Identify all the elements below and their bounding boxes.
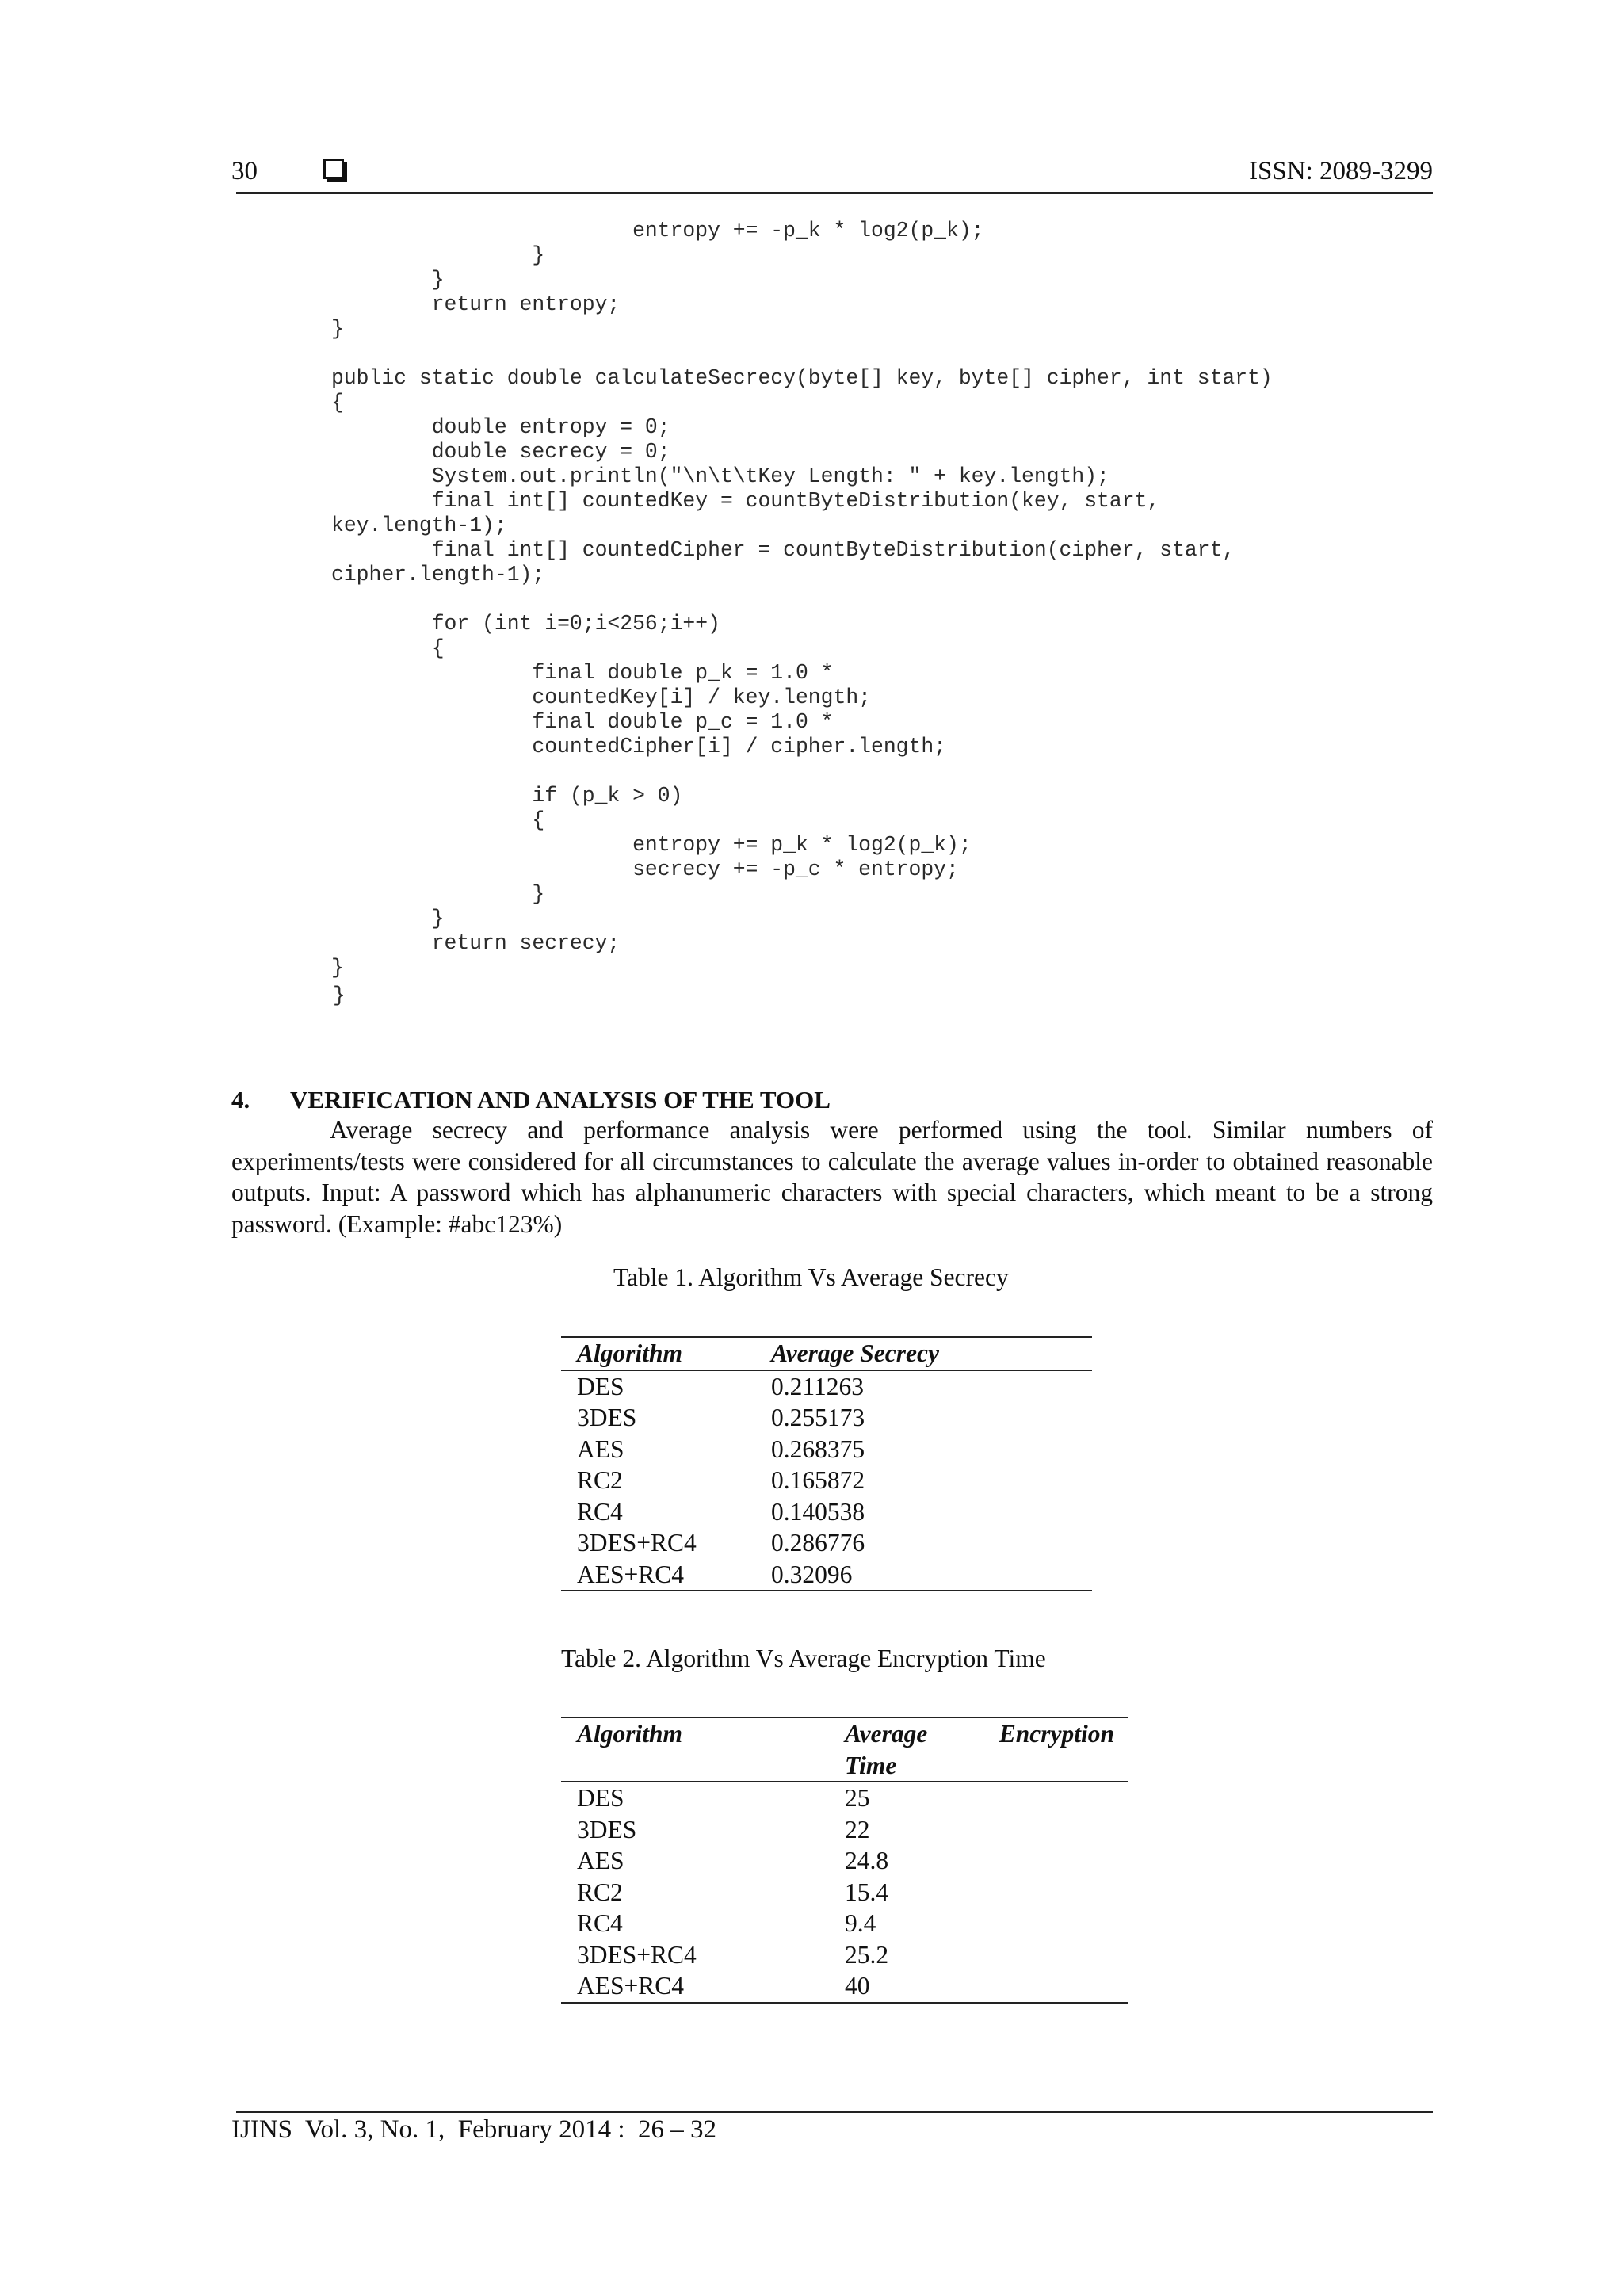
table-header-cell: Algorithm	[577, 1720, 683, 1748]
table-cell: 0.268375	[771, 1435, 865, 1463]
table-row	[561, 1877, 1128, 1908]
table-row	[561, 1782, 1128, 1814]
table-cell: DES	[577, 1784, 624, 1812]
table-header-cell	[829, 1717, 1128, 1782]
issn-label: ISSN: 2089-3299	[1249, 157, 1433, 185]
table-cell: 0.140538	[771, 1497, 865, 1526]
section-paragraph: Average secrecy and performance analysis were performed using the tool. Similar numbers of experiments/tests were considered for all circumstances to calculate the average values in-order to obtained reasonable outputs. Input: A password which has alphanumeric characters with special characters, which meant to be a strong password. (Example: #abc123%)	[231, 1116, 1433, 1238]
table-cell: 22	[845, 1815, 870, 1843]
box-bullet-icon	[323, 159, 344, 179]
code-closing-brace: }	[333, 984, 346, 1007]
header-word: Encryption	[999, 1720, 1114, 1748]
code-listing	[331, 219, 1273, 980]
table-cell: AES	[577, 1435, 624, 1463]
code-line: entropy += -p_k * log2(p_k);	[331, 219, 984, 243]
page-number: 30	[231, 157, 258, 185]
table-cell: 3DES	[577, 1815, 637, 1843]
table2-caption: Table 2. Algorithm Vs Average Encryption Time	[561, 1645, 1046, 1672]
code-line: double entropy = 0;	[331, 415, 670, 439]
table-row	[561, 1908, 1128, 1939]
code-line: {	[331, 808, 545, 832]
code-line: return secrecy;	[331, 931, 621, 955]
table-row	[561, 1434, 1092, 1465]
table1-caption: Table 1. Algorithm Vs Average Secrecy	[613, 1263, 1009, 1291]
table-cell: 9.4	[845, 1909, 876, 1937]
table-cell: 40	[845, 1972, 870, 2000]
code-line: }	[331, 268, 445, 292]
table-cell: RC2	[577, 1878, 623, 1906]
code-line: }	[331, 243, 545, 267]
table-cell: AES	[577, 1847, 624, 1874]
table-row	[561, 1465, 1092, 1496]
table-cell: RC4	[577, 1497, 623, 1526]
section-number: 4.	[231, 1086, 250, 1114]
header-word: Average	[845, 1720, 928, 1748]
table-cell: 3DES	[577, 1404, 637, 1431]
table2	[561, 1717, 1128, 2004]
code-line: return entropy;	[331, 292, 621, 316]
code-line: System.out.println("\n\t\tKey Length: " + key.length);	[331, 464, 1109, 488]
table-cell: 25	[845, 1784, 870, 1812]
table-header-cell: Algorithm	[577, 1339, 683, 1367]
table-row	[561, 1845, 1128, 1877]
table-cell: 3DES+RC4	[577, 1940, 697, 1969]
table-row	[561, 1527, 1092, 1559]
code-line: final int[] countedKey = countByteDistribution(key, start,	[331, 489, 1160, 513]
code-line: {	[331, 636, 445, 660]
table-cell: 24.8	[845, 1847, 889, 1874]
code-line: if (p_k > 0)	[331, 784, 683, 808]
table-cell: 15.4	[845, 1878, 889, 1906]
table-cell: 0.255173	[771, 1404, 865, 1431]
code-line: countedCipher[i] / cipher.length;	[331, 735, 947, 758]
table1	[561, 1336, 1092, 1591]
table-cell: AES+RC4	[577, 1560, 685, 1588]
code-line: entropy += p_k * log2(p_k);	[331, 833, 972, 857]
table-header-row	[561, 1337, 1092, 1370]
header-rule	[236, 192, 1433, 194]
code-line: final double p_k = 1.0 *	[331, 661, 834, 685]
code-line: countedKey[i] / key.length;	[331, 686, 871, 709]
table-row	[561, 1939, 1128, 1971]
table-cell: RC2	[577, 1466, 623, 1494]
table-row	[561, 1496, 1092, 1528]
table-header-row	[561, 1717, 1128, 1782]
table-cell: DES	[577, 1372, 624, 1400]
table-cell: 0.286776	[771, 1529, 865, 1557]
section-title: VERIFICATION AND ANALYSIS OF THE TOOL	[290, 1086, 831, 1114]
code-line: final int[] countedCipher = countByteDistribution(cipher, start,	[331, 538, 1235, 562]
table-row	[561, 1402, 1092, 1434]
code-line: public static double calculateSecrecy(byte[] key, byte[] cipher, int start)	[331, 366, 1273, 390]
table-header-cell: Average Secrecy	[771, 1339, 939, 1367]
code-line: secrecy += -p_c * entropy;	[331, 858, 959, 881]
footer-citation: IJINS Vol. 3, No. 1, February 2014 : 26 – 32	[231, 2115, 717, 2144]
table-row	[561, 1814, 1128, 1846]
table-cell: RC4	[577, 1909, 623, 1937]
table-cell: 0.211263	[771, 1372, 864, 1400]
code-line: final double p_c = 1.0 *	[331, 710, 834, 734]
footer-rule	[236, 2111, 1433, 2113]
code-line: for (int i=0;i<256;i++)	[331, 612, 720, 636]
table-cell: 3DES+RC4	[577, 1529, 697, 1557]
code-line: }	[331, 907, 445, 930]
table-row	[561, 1970, 1128, 2003]
table-row	[561, 1370, 1092, 1403]
code-line: key.length-1);	[331, 514, 507, 537]
code-line: {	[331, 391, 344, 415]
section-heading	[231, 1084, 831, 1116]
code-line: }	[331, 956, 344, 980]
code-line: double secrecy = 0;	[331, 440, 670, 464]
code-line: }	[331, 317, 344, 341]
table-cell: 0.32096	[771, 1560, 853, 1588]
table-cell: AES+RC4	[577, 1972, 685, 2000]
code-line: }	[331, 882, 545, 906]
header-word: Time	[845, 1751, 897, 1779]
table-row	[561, 1559, 1092, 1591]
table-cell: 25.2	[845, 1940, 889, 1969]
code-line: cipher.length-1);	[331, 563, 545, 586]
table-cell: 0.165872	[771, 1466, 865, 1494]
